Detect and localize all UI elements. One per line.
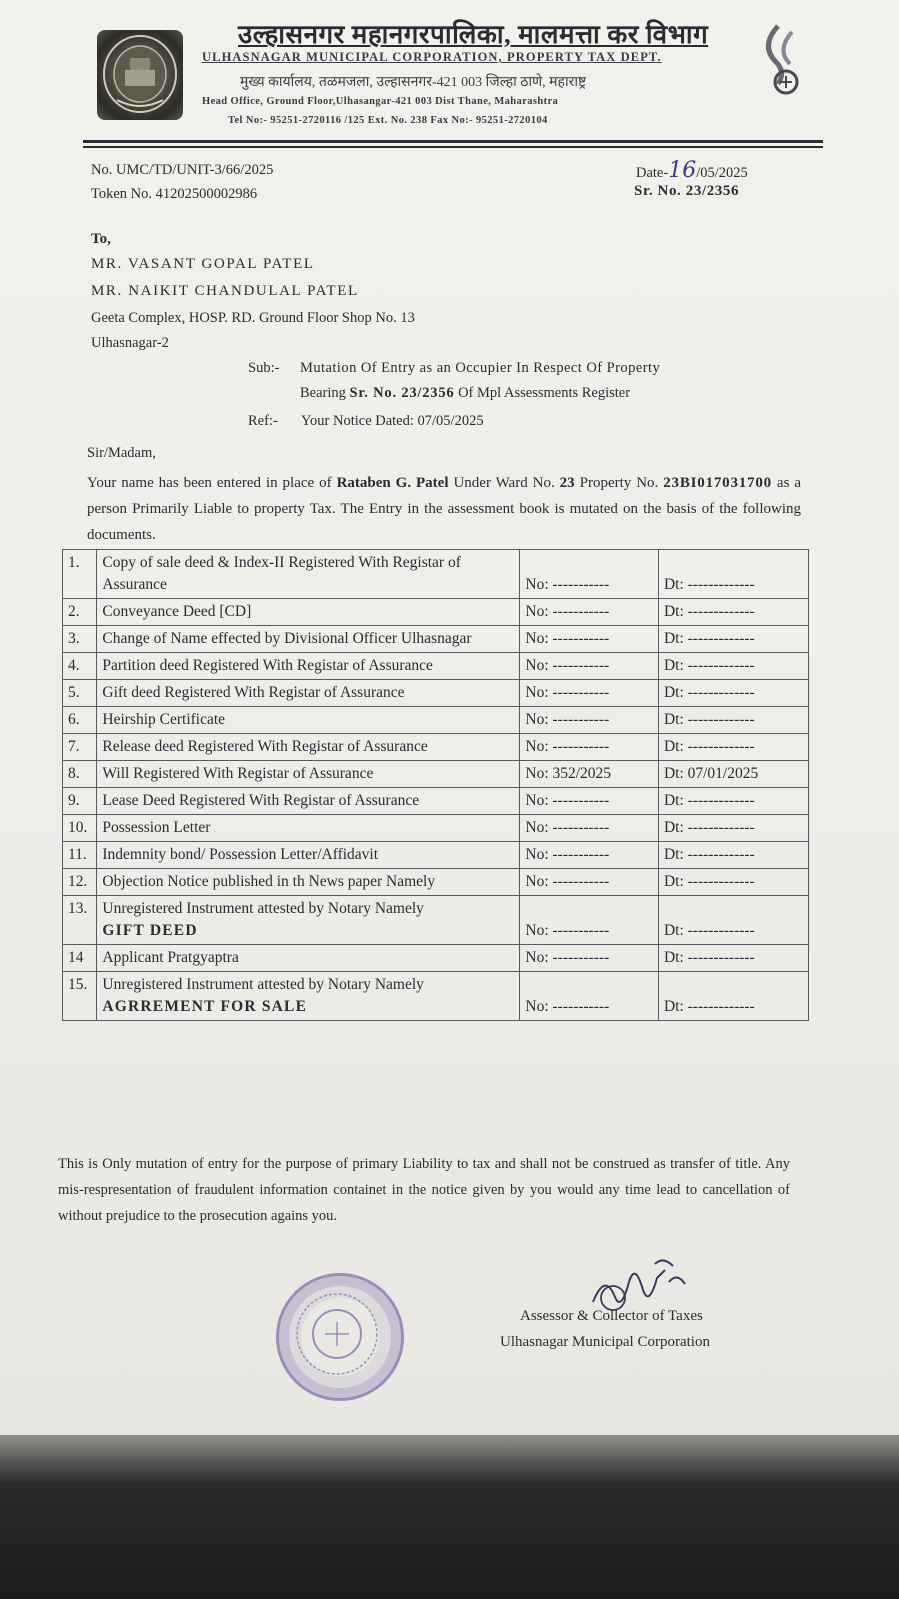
document-number — [63, 842, 97, 869]
document-description-text: Heirship Certificate — [102, 711, 226, 728]
document-no-field-text: No: ----------- — [525, 684, 610, 701]
document-row — [63, 869, 809, 896]
document-number-text: 9. — [68, 792, 80, 809]
document-number-text: 4. — [68, 657, 80, 674]
document-number-text: 7. — [68, 738, 80, 755]
document-date-field-text: Dt: ------------- — [663, 949, 755, 966]
document-description — [97, 707, 520, 734]
document-date-field — [658, 869, 808, 896]
property-number: 23BI017031700 — [663, 475, 772, 491]
document-description — [97, 869, 520, 896]
document-no-field-text: No: ----------- — [525, 998, 610, 1015]
document-description — [97, 972, 520, 1021]
recipient-address-line2: Ulhasnagar-2 — [91, 335, 169, 351]
document-number — [63, 788, 97, 815]
document-description — [97, 734, 520, 761]
document-description-text: Lease Deed Registered With Registar of Assurance — [102, 792, 420, 809]
document-description-text: Change of Name effected by Divisional Officer Ulhasnagar — [102, 630, 472, 647]
subject-serial: Sr. No. 23/2356 — [349, 385, 455, 401]
document-no-field-text: No: ----------- — [525, 949, 610, 966]
document-number-text: 3. — [68, 630, 80, 647]
document-no-field-text: No: ----------- — [525, 657, 610, 674]
document-number-text: 1. — [68, 554, 80, 571]
document-no-field-text: No: ----------- — [525, 630, 610, 647]
signatory-organization: Ulhasnagar Municipal Corporation — [500, 1334, 710, 1350]
document-number-text: 15. — [68, 976, 88, 993]
document-date-field-text: Dt: ------------- — [663, 738, 755, 755]
document-number — [63, 972, 97, 1021]
document-instrument-name: AGRREMENT FOR SALE — [102, 998, 308, 1015]
document-no-field-text: No: 352/2025 — [525, 765, 612, 782]
document-number — [63, 869, 97, 896]
document-no-field — [520, 761, 659, 788]
subject-register: Of Mpl Assessments Register — [458, 385, 631, 401]
document-description — [97, 842, 520, 869]
body-property-label: Property No. — [579, 475, 659, 491]
document-description — [97, 761, 520, 788]
document-no-field — [520, 734, 659, 761]
document-row — [63, 815, 809, 842]
document-date-field — [658, 842, 808, 869]
document-number-text: 10. — [68, 819, 88, 836]
document-date-field-text: Dt: ------------- — [663, 998, 755, 1015]
document-date-field-text: Dt: ------------- — [663, 576, 755, 593]
document-date-field — [658, 788, 808, 815]
header-title-marathi: उल्हासनगर महानगरपालिका, मालमत्ता कर विभाग — [238, 20, 709, 49]
reference-number: No. UMC/TD/UNIT-3/66/2025 — [91, 162, 274, 178]
subject-bearing: Bearing — [300, 385, 346, 401]
recipient-address-line1: Geeta Complex, HOSP. RD. Ground Floor Shop No. 13 — [91, 310, 415, 326]
document-no-field-text: No: ----------- — [525, 738, 610, 755]
document-number — [63, 734, 97, 761]
ref-text: Your Notice Dated: 07/05/2025 — [301, 413, 484, 429]
document-no-field — [520, 550, 659, 599]
ref-label: Ref:- — [248, 413, 278, 429]
document-row — [63, 734, 809, 761]
document-date-field — [658, 815, 808, 842]
document-date-field — [658, 945, 808, 972]
document-date-field — [658, 550, 808, 599]
ward-number: 23 — [559, 475, 575, 491]
document-no-field — [520, 945, 659, 972]
recipient-name-2: MR. NAIKIT CHANDULAL PATEL — [91, 283, 359, 299]
subject-line-1: Mutation Of Entry as an Occupier In Respect Of Property — [300, 360, 661, 376]
document-number — [63, 550, 97, 599]
document-description-text: Indemnity bond/ Possession Letter/Affidavit — [102, 846, 379, 863]
document-no-field-text: No: ----------- — [525, 711, 610, 728]
header-address-marathi: मुख्य कार्यालय, तळमजला, उल्हासनगर-421 003 जिल्हा ठाणे, महाराष्ट्र — [240, 75, 587, 90]
document-date-field — [658, 680, 808, 707]
document-no-field — [520, 972, 659, 1021]
to-label: To, — [91, 231, 111, 247]
document-description — [97, 815, 520, 842]
header-divider — [83, 140, 823, 143]
body-intro: Your name has been entered in place of — [87, 475, 332, 491]
document-no-field — [520, 626, 659, 653]
document-no-field-text: No: ----------- — [525, 576, 610, 593]
document-row — [63, 599, 809, 626]
document-description — [97, 626, 520, 653]
body-paragraph — [87, 470, 801, 548]
document-date-field — [658, 707, 808, 734]
header-divider-thin — [83, 146, 823, 148]
document-description — [97, 653, 520, 680]
document-number — [63, 599, 97, 626]
document-row — [63, 788, 809, 815]
document-row — [63, 626, 809, 653]
document-number — [63, 761, 97, 788]
document-number — [63, 626, 97, 653]
document-description — [97, 680, 520, 707]
document-description — [97, 788, 520, 815]
document-date-field-text: Dt: ------------- — [663, 684, 755, 701]
salutation: Sir/Madam, — [87, 445, 156, 461]
document-date-field-text: Dt: 07/01/2025 — [663, 765, 759, 782]
document-row — [63, 945, 809, 972]
document-no-field-text: No: ----------- — [525, 873, 610, 890]
document-row — [63, 842, 809, 869]
document-date-field — [658, 653, 808, 680]
document-description-text: Will Registered With Registar of Assurance — [102, 765, 374, 782]
document-description-text: Objection Notice published in th News paper Namely — [102, 873, 436, 890]
subject-label: Sub:- — [248, 360, 280, 376]
department-logo — [756, 22, 816, 107]
official-seal-stamp — [276, 1273, 404, 1401]
document-number-text: 6. — [68, 711, 80, 728]
document-no-field — [520, 896, 659, 945]
header-address-english: Head Office, Ground Floor,Ulhasangar-421 003 Dist Thane, Maharashtra — [202, 96, 559, 107]
document-row — [63, 550, 809, 599]
document-no-field-text: No: ----------- — [525, 603, 610, 620]
document-date-field-text: Dt: ------------- — [663, 603, 755, 620]
document-date-field-text: Dt: ------------- — [663, 792, 755, 809]
previous-owner-name: Rataben G. Patel — [336, 475, 449, 491]
document-no-field — [520, 788, 659, 815]
document-description-text: Partition deed Registered With Registar of Assurance — [102, 657, 433, 674]
document-date-field-text: Dt: ------------- — [663, 819, 755, 836]
document-number — [63, 896, 97, 945]
token-number: Token No. 41202500002986 — [91, 186, 258, 202]
document-description-text: Applicant Pratgyaptra — [102, 949, 239, 966]
subject-line-2 — [300, 385, 630, 402]
document-number — [63, 680, 97, 707]
document-row — [63, 761, 809, 788]
document-no-field-text: No: ----------- — [525, 792, 610, 809]
document-number — [63, 707, 97, 734]
document-number-text: 13. — [68, 900, 88, 917]
document-description-text: Gift deed Registered With Registar of Assurance — [102, 684, 405, 701]
document-description-text: Unregistered Instrument attested by Notary Namely — [102, 976, 424, 993]
document-row — [63, 972, 809, 1021]
document-description — [97, 599, 520, 626]
document-description-text: Unregistered Instrument attested by Notary Namely — [102, 900, 424, 917]
document-row — [63, 653, 809, 680]
document-date-field — [658, 972, 808, 1021]
document-date-field-text: Dt: ------------- — [663, 657, 755, 674]
document-no-field — [520, 653, 659, 680]
document-no-field — [520, 815, 659, 842]
signatory-title: Assessor & Collector of Taxes — [520, 1308, 703, 1324]
body-conclusion: as a person Primarily Liable to property Tax. The Entry in the assessment book is mutated on the basis of the following documents. — [87, 475, 802, 543]
date-day-handwritten: 16 — [668, 158, 697, 183]
background-surface — [0, 1435, 899, 1599]
recipient-name-1: MR. VASANT GOPAL PATEL — [91, 256, 315, 272]
document-date-field-text: Dt: ------------- — [663, 873, 755, 890]
document-no-field — [520, 842, 659, 869]
document-number-text: 5. — [68, 684, 80, 701]
document-description — [97, 945, 520, 972]
document-number-text: 2. — [68, 603, 80, 620]
document-no-field — [520, 869, 659, 896]
document-instrument-name: GIFT DEED — [102, 922, 198, 939]
document-no-field-text: No: ----------- — [525, 819, 610, 836]
document-number-text: 12. — [68, 873, 88, 890]
document-number — [63, 653, 97, 680]
document-description — [97, 896, 520, 945]
document-number-text: 14 — [68, 949, 84, 966]
document-no-field — [520, 707, 659, 734]
document-date-field — [658, 626, 808, 653]
document-description — [97, 550, 520, 599]
footer-note: This is Only mutation of entry for the purpose of primary Liability to tax and shall not be construed as transfer of title. Any mis-respresentation of fraudulent information containet in the notice given by you would any time lead to cancellation of without prejudice to the prosecution agains you. — [58, 1156, 790, 1224]
header-title-english: ULHASNAGAR MUNICIPAL CORPORATION, PROPERTY TAX DEPT. — [202, 50, 662, 64]
document-no-field-text: No: ----------- — [525, 922, 610, 939]
header-contact: Tel No:- 95251-2720116 /125 Ext. No. 238 Fax No:- 95251-2720104 — [228, 115, 548, 126]
body-ward-label: Under Ward No. — [453, 475, 555, 491]
document-date-field — [658, 599, 808, 626]
document-no-field — [520, 599, 659, 626]
document-no-field — [520, 680, 659, 707]
date-month-year: /05/2025 — [696, 165, 748, 181]
document-date-field-text: Dt: ------------- — [663, 630, 755, 647]
document-number — [63, 945, 97, 972]
document-date-field — [658, 896, 808, 945]
document-number — [63, 815, 97, 842]
document-description-text: Possession Letter — [102, 819, 211, 836]
document-row — [63, 707, 809, 734]
document-description-text: Release deed Registered With Registar of Assurance — [102, 738, 428, 755]
document-number-text: 11. — [68, 846, 87, 863]
document-row — [63, 680, 809, 707]
corporation-emblem-logo — [97, 30, 183, 120]
document-date-field-text: Dt: ------------- — [663, 711, 755, 728]
document-row — [63, 896, 809, 945]
date-label: Date- — [636, 165, 669, 181]
document-no-field-text: No: ----------- — [525, 846, 610, 863]
document-number-text: 8. — [68, 765, 80, 782]
document-description-text: Conveyance Deed [CD] — [102, 603, 252, 620]
date-line — [636, 158, 748, 183]
serial-number: Sr. No. 23/2356 — [634, 183, 740, 199]
document-date-field — [658, 761, 808, 788]
documents-table — [62, 549, 809, 1021]
document-date-field-text: Dt: ------------- — [663, 922, 755, 939]
document-description-text: Copy of sale deed & Index-II Registered With Registar of Assurance — [102, 554, 461, 593]
document-date-field — [658, 734, 808, 761]
document-date-field-text: Dt: ------------- — [663, 846, 755, 863]
